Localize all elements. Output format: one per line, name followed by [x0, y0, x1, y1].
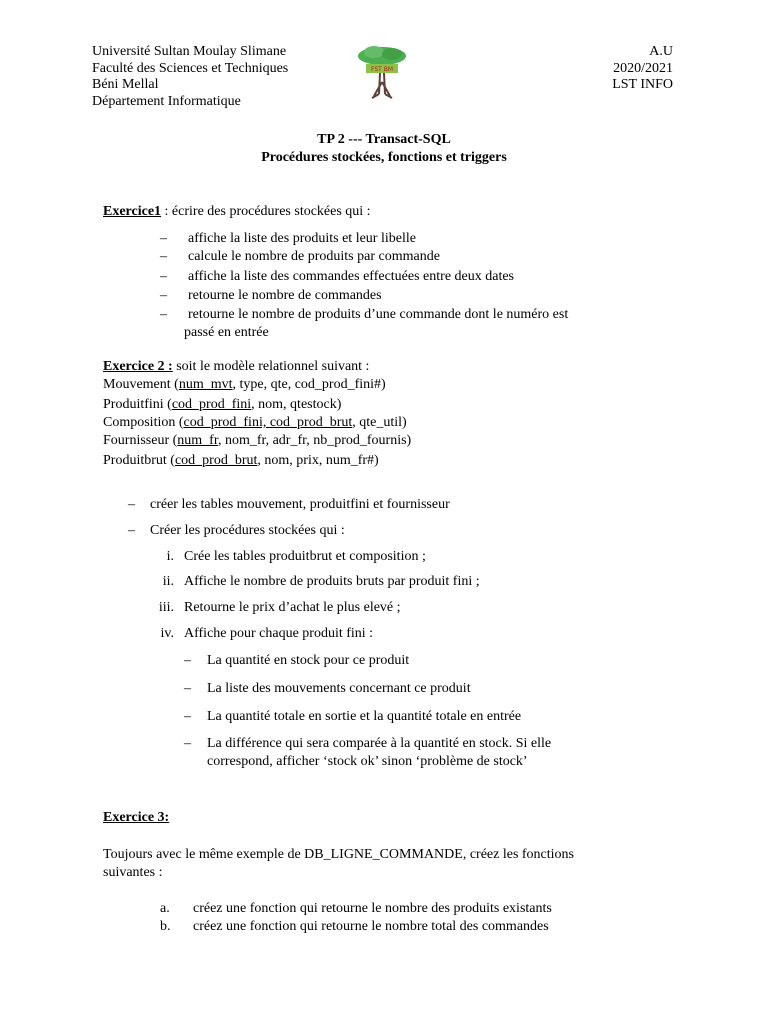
- exercise2-heading: Exercice 2 :: [103, 359, 173, 374]
- city-name: Béni Mellal: [92, 77, 159, 92]
- logo-text: FST BM: [370, 66, 394, 73]
- exercise1-heading-line: [103, 203, 371, 220]
- academic-year: 2020/2021: [613, 60, 673, 76]
- list-item: affiche la liste des commandes effectuées entre deux dates: [188, 269, 515, 284]
- list-item-bullet: –: [160, 288, 167, 303]
- list-item-bullet: –: [160, 307, 167, 322]
- sub-item: La quantité en stock pour ce produit: [207, 653, 410, 668]
- department-name: Département Informatique: [92, 93, 241, 109]
- exercise3-intro: Toujours avec le même exemple de DB_LIGNE_COMMANDE, créez les fonctions: [103, 847, 574, 862]
- alpha-item: créez une fonction qui retourne le nombre total des commandes: [193, 919, 549, 934]
- sub-item: La quantité totale en sortie et la quantité totale en entrée: [207, 709, 522, 724]
- sub-item: La liste des mouvements concernant ce produit: [207, 681, 471, 696]
- alpha-marker: b.: [160, 919, 171, 934]
- roman-item: Crée les tables produitbrut et composition ;: [184, 549, 426, 564]
- list-item: retourne le nombre de produits d’une commande dont le numéro est: [188, 307, 569, 322]
- alpha-item: créez une fonction qui retourne le nombre des produits existants: [193, 901, 552, 916]
- roman-numeral: iv.: [160, 626, 174, 641]
- university-tree-logo-icon: [352, 42, 412, 102]
- roman-numeral: ii.: [162, 574, 174, 589]
- document-subtitle: Procédures stockées, fonctions et triggers: [261, 150, 507, 165]
- alpha-marker: a.: [160, 901, 170, 916]
- list-item: retourne le nombre de commandes: [188, 288, 382, 303]
- university-name: Université Sultan Moulay Slimane: [92, 44, 287, 59]
- academic-year-label: A.U: [649, 44, 673, 59]
- institution-block: [92, 43, 288, 109]
- exercise1-intro: : écrire des procédures stockées qui :: [161, 204, 371, 219]
- list-item-bullet: –: [184, 653, 191, 668]
- faculty-name: Faculté des Sciences et Techniques: [92, 60, 289, 76]
- list-item-bullet: –: [184, 709, 191, 724]
- schema-relation-fournisseur: Fournisseur (num_fr, nom_fr, adr_fr, nb_prod_fournis): [103, 433, 412, 448]
- sub-item-continuation: correspond, afficher ‘stock ok’ sinon ‘problème de stock’: [207, 754, 528, 769]
- schema-relation-composition: Composition (cod_prod_fini, cod_prod_brut, qte_util): [103, 415, 407, 430]
- list-item-continuation: passé en entrée: [184, 325, 269, 340]
- list-item-bullet: –: [160, 249, 167, 264]
- academic-info-block: [612, 43, 673, 93]
- list-item: calcule le nombre de produits par commande: [188, 249, 440, 264]
- exercise3-intro-cont: suivantes :: [103, 865, 163, 880]
- task-item: Créer les procédures stockées qui :: [150, 523, 345, 538]
- list-item-bullet: –: [160, 269, 167, 284]
- schema-relation-mouvement: Mouvement (num_mvt, type, qte, cod_prod_fini#): [103, 377, 386, 392]
- roman-item: Affiche pour chaque produit fini :: [184, 626, 374, 641]
- schema-relation-produitbrut: Produitbrut (cod_prod_brut, nom, prix, num_fr#): [103, 453, 379, 468]
- roman-item: Retourne le prix d’achat le plus elevé ;: [184, 600, 401, 615]
- exercise1-heading: Exercice1: [103, 204, 162, 219]
- list-item-bullet: –: [184, 681, 191, 696]
- exercise3-heading: Exercice 3:: [103, 810, 170, 825]
- list-item-bullet: –: [160, 231, 167, 246]
- roman-numeral: i.: [166, 549, 174, 564]
- exercise2-intro: soit le modèle relationnel suivant :: [172, 359, 370, 374]
- program-name: LST INFO: [612, 77, 673, 92]
- list-item: affiche la liste des produits et leur libelle: [188, 231, 416, 246]
- task-item: créer les tables mouvement, produitfini et fournisseur: [150, 497, 450, 512]
- document-title: TP 2 --- Transact-SQL: [317, 132, 451, 147]
- list-item-bullet: –: [128, 497, 135, 512]
- roman-numeral: iii.: [158, 600, 174, 615]
- exercise2-heading-line: [103, 358, 369, 375]
- list-item-bullet: –: [128, 523, 135, 538]
- schema-relation-produitfini: Produitfini (cod_prod_fini, nom, qtestock): [103, 397, 342, 412]
- roman-item: Affiche le nombre de produits bruts par produit fini ;: [184, 574, 480, 589]
- sub-item: La différence qui sera comparée à la quantité en stock. Si elle: [207, 736, 552, 751]
- list-item-bullet: –: [184, 736, 191, 751]
